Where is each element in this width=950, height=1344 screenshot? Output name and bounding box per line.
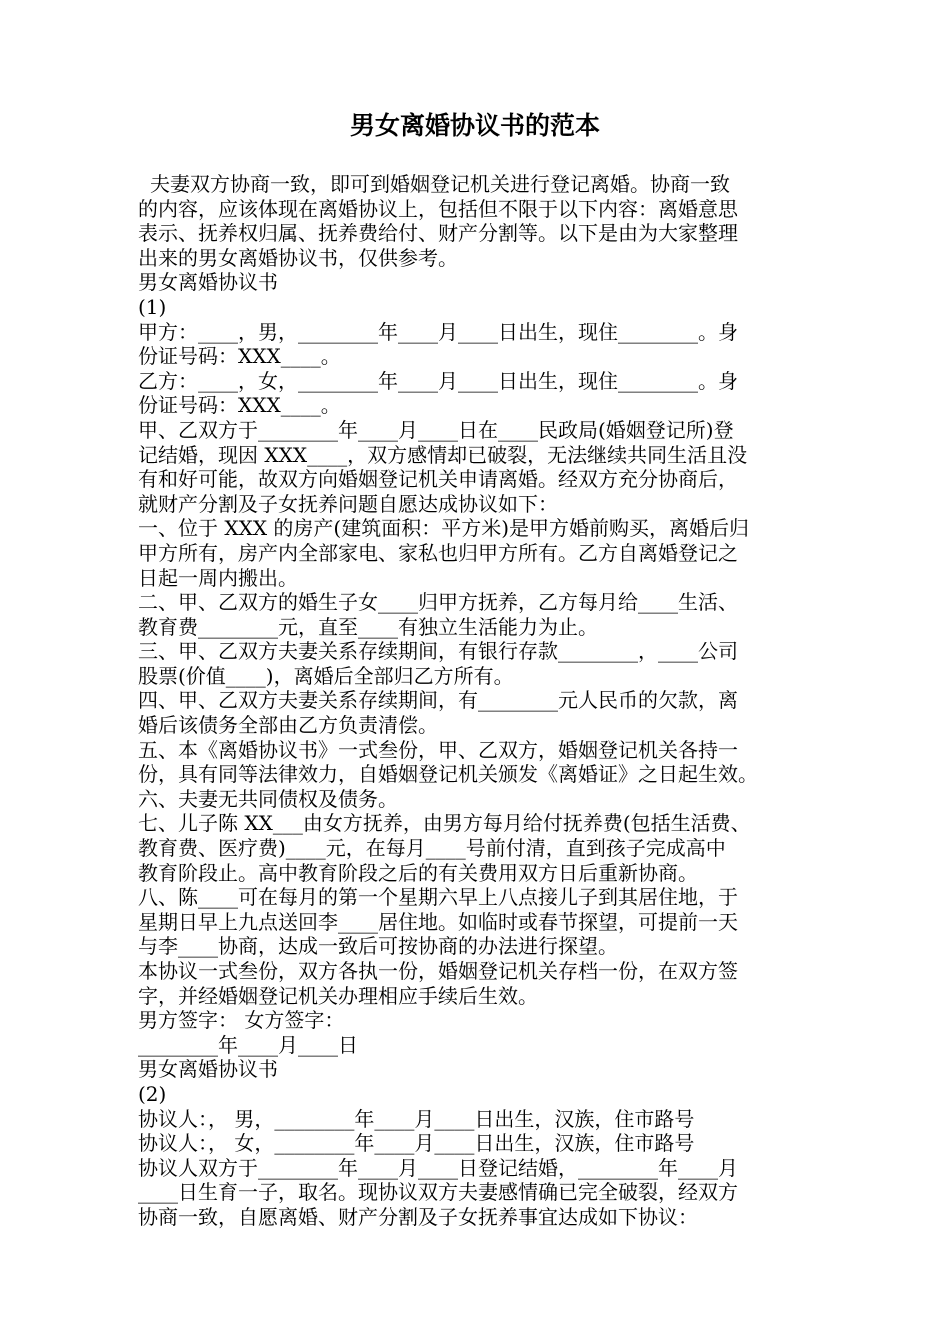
body-line: 协议人：， 女，________年____月____日出生，汉族，住市路号 [138, 1131, 695, 1156]
body-line: 一、位于 XXX 的房产(建筑面积：平方米)是甲方婚前购买，离婚后归 [138, 516, 750, 541]
body-line: 本协议一式叁份，双方各执一份，婚姻登记机关存档一份，在双方签 [138, 959, 738, 983]
body-line: 字，并经婚姻登记机关办理相应手续后生效。 [138, 983, 538, 1008]
body-line: 出来的男女离婚协议书，仅供参考。 [138, 245, 458, 270]
body-line: 教育费、医疗费)____元，在每月____号前付清，直到孩子完成高中 [138, 836, 726, 861]
body-line: 协议人：， 男，________年____月____日出生，汉族，住市路号 [138, 1106, 695, 1131]
body-line: 有和好可能，故双方向婚姻登记机关申请离婚。经双方充分协商后， [138, 467, 738, 492]
body-line: 五、本《离婚协议书》一式叁份，甲、乙双方，婚姻登记机关各持一 [138, 737, 738, 762]
body-line: 八、陈____可在每月的第一个星期六早上八点接儿子到其居住地，于 [138, 885, 738, 910]
body-line: 教育费________元，直至____有独立生活能力为止。 [138, 614, 598, 639]
body-line: 份证号码：XXX____。 [138, 344, 341, 369]
document-body [138, 172, 822, 1230]
body-line: 记结婚，现因 XXX____，双方感情却已破裂，无法继续共同生活且没 [138, 442, 748, 467]
body-line: 甲方：____，男，________年____月____日出生，现住________。身 [138, 319, 738, 344]
body-line: 协商一致，自愿离婚、财产分割及子女抚养事宜达成如下协议： [138, 1204, 698, 1229]
date-line: ________年____月____日 [138, 1032, 358, 1057]
body-line: 夫妻双方协商一致，即可到婚姻登记机关进行登记离婚。协商一致 [150, 172, 730, 196]
body-line: 教育阶段止。高中教育阶段之后的有关费用双方日后重新协商。 [138, 860, 698, 885]
body-line: ____日生育一子，取名。现协议双方夫妻感情确已完全破裂，经双方 [138, 1180, 738, 1205]
body-line: 三、甲、乙双方夫妻关系存续期间，有银行存款________，____公司 [138, 639, 738, 664]
body-line: 的内容，应该体现在离婚协议上，包括但不限于以下内容：离婚意思 [138, 196, 738, 221]
document-title: 男女离婚协议书的范本 [349, 111, 600, 140]
section-heading: 男女离婚协议书 [138, 270, 278, 295]
signature-line: 男方签字： 女方签字： [138, 1008, 345, 1033]
body-line: 份，具有同等法律效力，自婚姻登记机关颁发《离婚证》之日起生效。 [138, 762, 758, 787]
body-line: 六、夫妻无共同债权及债务。 [138, 786, 398, 811]
body-line: 甲、乙双方于________年____月____日在____民政局(婚姻登记所)登 [138, 417, 734, 442]
body-line: 与李____协商，达成一致后可按协商的办法进行探望。 [138, 934, 618, 959]
body-line: 表示、抚养权归属、抚养费给付、财产分割等。以下是由为大家整理 [138, 221, 738, 246]
body-line: 乙方：____，女，________年____月____日出生，现住________。身 [138, 368, 738, 393]
body-line: 就财产分割及子女抚养问题自愿达成协议如下： [138, 491, 558, 516]
body-line: 份证号码：XXX____。 [138, 393, 341, 418]
section-number: (2) [138, 1081, 167, 1106]
section-number: (1) [138, 294, 167, 319]
body-line: 七、儿子陈 XX___由女方抚养，由男方每月给付抚养费(包括生活费、 [138, 811, 751, 836]
body-line: 甲方所有，房产内全部家电、家私也归甲方所有。乙方自离婚登记之 [138, 540, 738, 565]
body-line: 婚后该债务全部由乙方负责清偿。 [138, 713, 438, 738]
section-heading: 男女离婚协议书 [138, 1057, 278, 1082]
body-line: 星期日早上九点送回李____居住地。如临时或春节探望，可提前一天 [138, 909, 738, 934]
body-line: 协议人双方于________年____月____日登记结婚，________年____月 [138, 1155, 738, 1180]
body-line: 股票(价值____)，离婚后全部归乙方所有。 [138, 663, 514, 688]
body-line: 四、甲、乙双方夫妻关系存续期间，有________元人民币的欠款，离 [138, 688, 738, 713]
body-line: 二、甲、乙双方的婚生子女____归甲方抚养，乙方每月给____生活、 [138, 590, 738, 615]
body-line: 日起一周内搬出。 [138, 565, 298, 590]
